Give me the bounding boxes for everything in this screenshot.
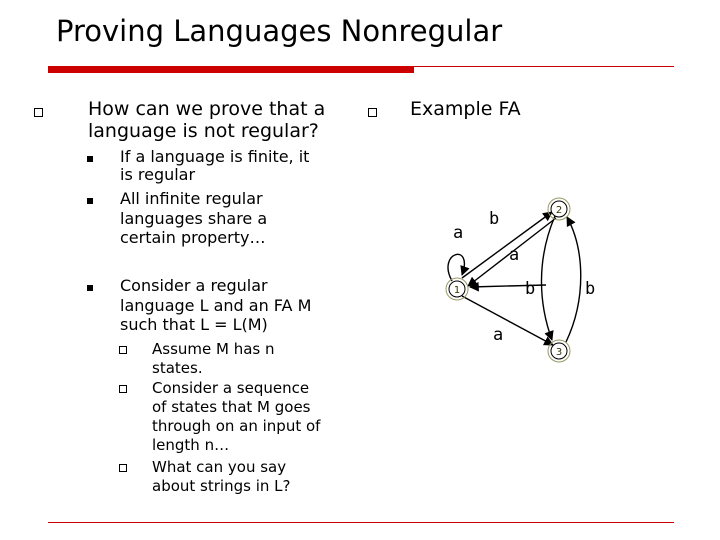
state-3 xyxy=(548,340,570,362)
label-2-3-cycle: b xyxy=(585,279,596,299)
subsub2-line-4: length n… xyxy=(152,436,230,454)
sub2-line-3: certain property… xyxy=(120,228,266,247)
right-heading: Example FA xyxy=(410,98,521,120)
label-1-to-2: b xyxy=(489,209,500,229)
subsub3-line-1: What can you say xyxy=(152,458,287,476)
edge-1-to-3 xyxy=(462,296,553,345)
label-2-to-1: a xyxy=(509,245,520,265)
footer-divider xyxy=(48,522,674,523)
edge-3-to-2 xyxy=(566,217,581,342)
subsub2-line-1: Consider a sequence xyxy=(152,379,310,397)
subsub2-line-2: of states that M goes xyxy=(152,398,311,416)
sub1-line-1: If a language is finite, it xyxy=(120,147,310,166)
label-3-to-1: b xyxy=(525,279,536,299)
sub3-line-3: such that L = L(M) xyxy=(120,315,268,334)
svg-text:3: 3 xyxy=(555,347,563,358)
edge-1-to-2 xyxy=(462,212,552,278)
sub2-line-1: All infinite regular xyxy=(120,189,263,208)
edge-2-to-3 xyxy=(541,216,555,340)
subsub3-line-2: about strings in L? xyxy=(152,477,291,495)
sub2-line-2: languages share a xyxy=(120,209,268,228)
state-2 xyxy=(548,198,570,220)
sub1-line-2: is regular xyxy=(120,165,196,184)
label-loop-1: a xyxy=(453,223,464,243)
sub3-line-1: Consider a regular xyxy=(120,276,268,295)
state-1 xyxy=(446,278,468,300)
question-line-2: language is not regular? xyxy=(88,120,319,142)
edge-loop-1 xyxy=(448,254,464,281)
subsub1-line-2: states. xyxy=(152,359,203,377)
label-1-to-3: a xyxy=(493,325,504,345)
svg-text:1: 1 xyxy=(453,285,461,296)
slide-title: Proving Languages Nonregular xyxy=(56,14,503,48)
sub3-line-2: language L and an FA M xyxy=(120,296,312,315)
subsub1-line-1: Assume M has n xyxy=(152,340,275,358)
subsub2-line-3: through on an input of xyxy=(152,417,321,435)
svg-text:2: 2 xyxy=(555,205,563,216)
question-line-1: How can we prove that a xyxy=(88,98,326,120)
